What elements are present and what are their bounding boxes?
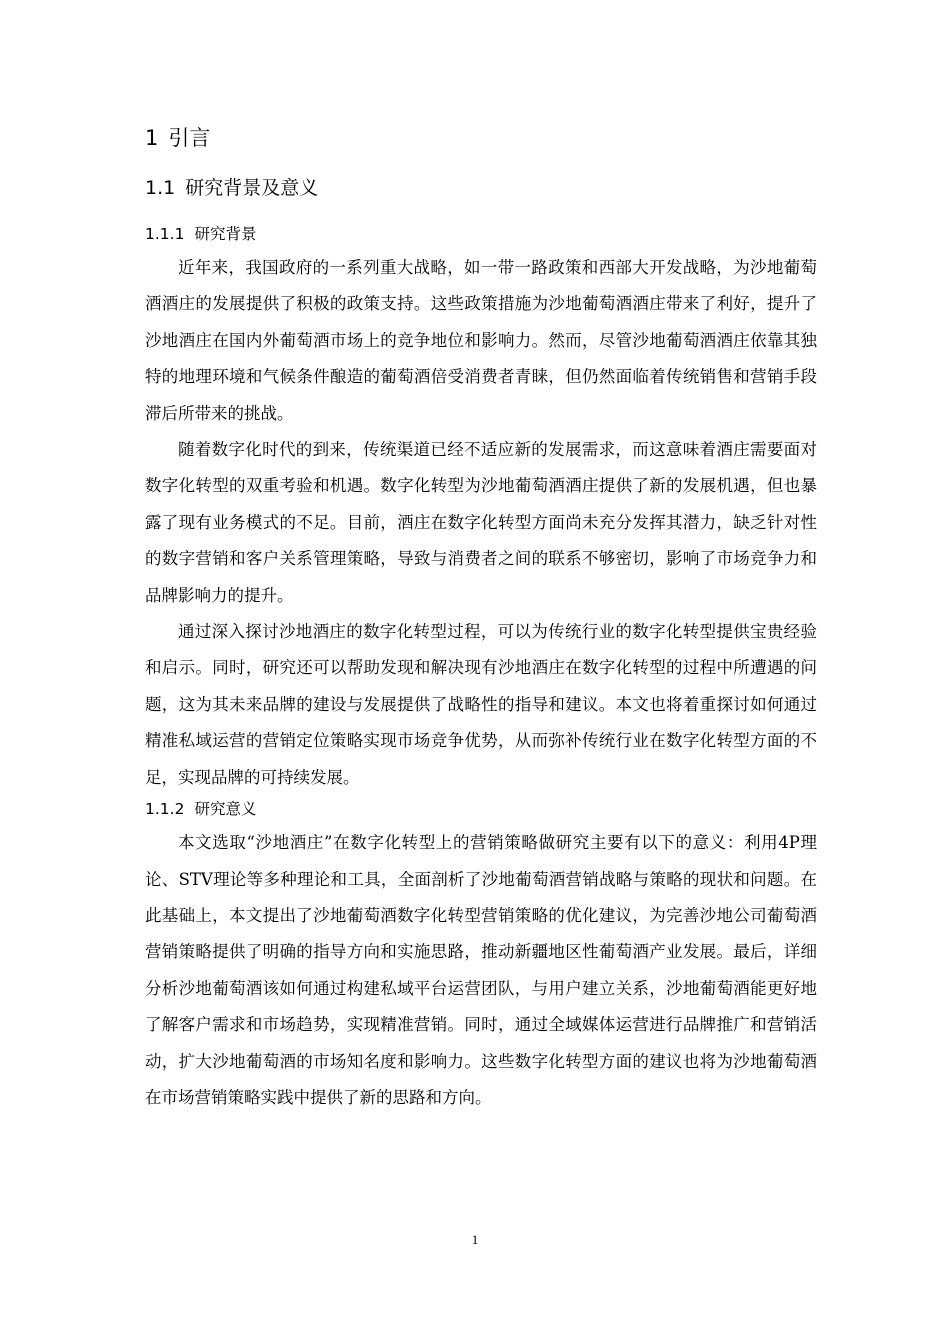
subsection-number: 1.1.1 — [145, 225, 185, 243]
section-number: 1.1 — [145, 177, 176, 199]
paragraph: 近年来，我国政府的一系列重大战略，如一带一路政策和西部大开发战略，为沙地葡萄酒酒庄的发展提供了积极的政策支持。这些政策措施为沙地葡萄酒酒庄带来了利好，提升了沙地酒庄在国内外葡萄酒市场上的竞争地位和影响力。然而，尽管沙地葡萄酒酒庄依靠其独特的地理环境和气候条件酿造的葡萄酒倍受消费者青睐，但仍然面临着传统销售和营销手段滞后所带来的挑战。 — [145, 258, 817, 423]
subsection-title: 研究背景 — [194, 225, 257, 243]
paragraph: 本文选取“沙地酒庄”在数字化转型上的营销策略做研究主要有以下的意义：利用4P理论、STV理论等多种理论和工具，全面剖析了沙地葡萄酒营销战略与策略的现状和问题。在此基础上，本文提出了沙地葡萄酒数字化转型营销策略的优化建议，为完善沙地公司葡萄酒营销策略提供了明确的指导方向和实施思路，推动新疆地区性葡萄酒产业发展。最后，详细分析沙地葡萄酒该如何通过构建私域平台运营团队，与用户建立关系，沙地葡萄酒能更好地了解客户需求和市场趋势，实现精准营销。同时，通过全域媒体运营进行品牌推广和营销活动，扩大沙地葡萄酒的市场知名度和影响力。这些数字化转型方面的建议也将为沙地葡萄酒在市场营销策略实践中提供了新的思路和方向。 — [145, 833, 817, 1107]
subsection-title: 研究意义 — [194, 800, 257, 819]
chapter-heading — [145, 122, 817, 154]
section-title: 研究背景及意义 — [185, 177, 319, 199]
subsection-heading-significance — [145, 796, 817, 822]
subsection-heading-background — [145, 221, 817, 247]
page-body — [145, 122, 817, 1116]
section-heading — [145, 173, 817, 203]
chapter-title: 引言 — [168, 126, 211, 150]
subsection-number: 1.1.2 — [145, 800, 185, 819]
paragraph: 通过深入探讨沙地酒庄的数字化转型过程，可以为传统行业的数字化转型提供宝贵经验和启示。同时，研究还可以帮助发现和解决现有沙地酒庄在数字化转型的过程中所遭遇的问题，这为其未来品牌的建设与发展提供了战略性的指导和建议。本文也将着重探讨如何通过精准私域运营的营销定位策略实现市场竞争优势，从而弥补传统行业在数字化转型方面的不足，实现品牌的可持续发展。 — [145, 622, 817, 787]
page-number: 1 — [471, 1232, 479, 1247]
paragraph: 随着数字化时代的到来，传统渠道已经不适应新的发展需求，而这意味着酒庄需要面对数字化转型的双重考验和机遇。数字化转型为沙地葡萄酒酒庄提供了新的发展机遇，但也暴露了现有业务模式的不足。目前，酒庄在数字化转型方面尚未充分发挥其潜力，缺乏针对性的数字营销和客户关系管理策略，导致与消费者之间的联系不够密切，影响了市场竞争力和品牌影响力的提升。 — [145, 440, 817, 605]
chapter-number: 1 — [145, 126, 159, 150]
